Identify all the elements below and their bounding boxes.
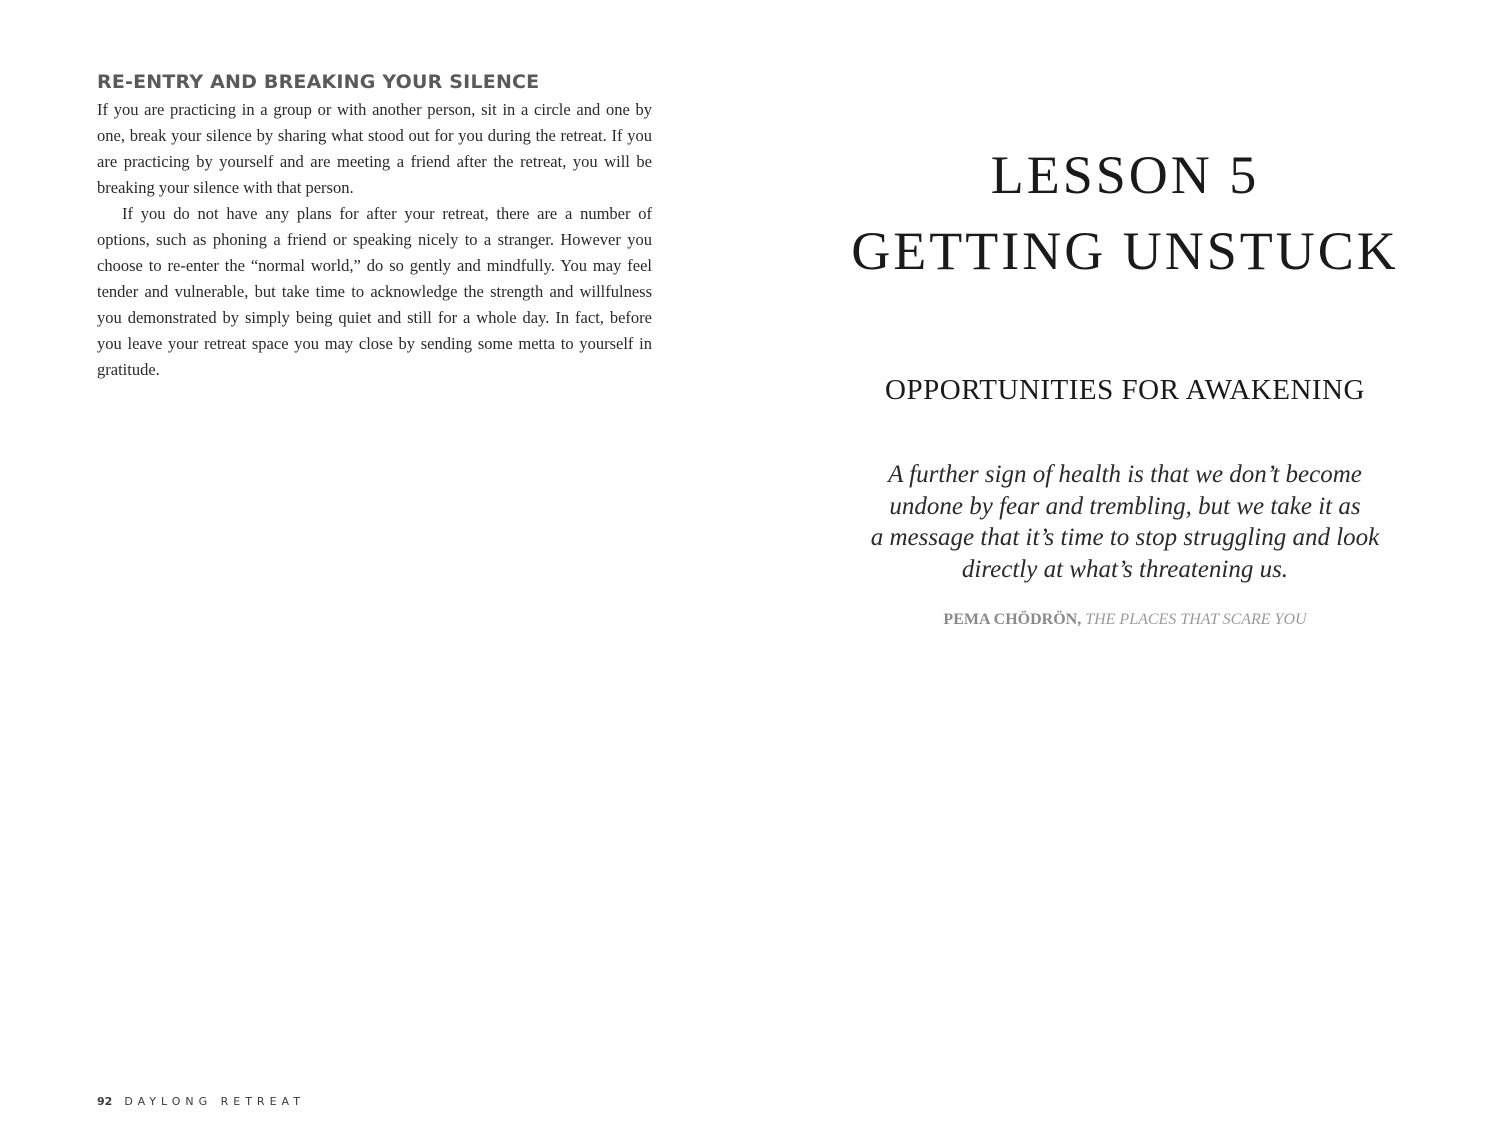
running-title: DAYLONG RETREAT	[124, 1095, 305, 1108]
epigraph-line: undone by fear and trembling, but we take it as	[889, 492, 1361, 520]
lesson-number: LESSON 5	[990, 145, 1260, 205]
attribution-author: PEMA CHÖDRÖN,	[943, 611, 1082, 628]
subheading: OPPORTUNITIES FOR AWAKENING	[885, 374, 1365, 406]
paragraph: If you are practicing in a group or with another person, sit in a circle and one by one, break your silence by sharing what stood out for you during the retreat. If you are practicing by yourself and are meeting a friend after the retreat, you will be breaking your silence with that person.	[97, 100, 652, 197]
epigraph-attribution	[750, 609, 1500, 631]
page-number: 92	[97, 1095, 113, 1108]
lesson-title: GETTING UNSTUCK	[851, 221, 1399, 281]
paragraph: If you do not have any plans for after your retreat, there are a number of options, such as phoning a friend or speaking nicely to a stranger. However you choose to re-enter the “normal world,” do so gently and mindfully. You may feel tender and vulnerable, but take time to acknowledge the strength and willfulness you demonstrated by simply being quiet and still for a whole day. In fact, before you leave your retreat space you may close by sending some metta to yourself in gratitude.	[97, 204, 652, 379]
epigraph-quote	[860, 459, 1390, 585]
epigraph-line: A further sign of health is that we don’t become	[888, 461, 1362, 488]
epigraph-line: a message that it’s time to stop struggling and look	[870, 524, 1380, 551]
attribution-work: THE PLACES THAT SCARE YOU	[1085, 611, 1307, 628]
section-heading: RE-ENTRY AND BREAKING YOUR SILENCE	[97, 71, 540, 93]
body-text	[97, 97, 652, 383]
epigraph-line: directly at what’s threatening us.	[961, 555, 1289, 583]
running-footer	[97, 1095, 305, 1108]
right-page	[750, 0, 1500, 1148]
